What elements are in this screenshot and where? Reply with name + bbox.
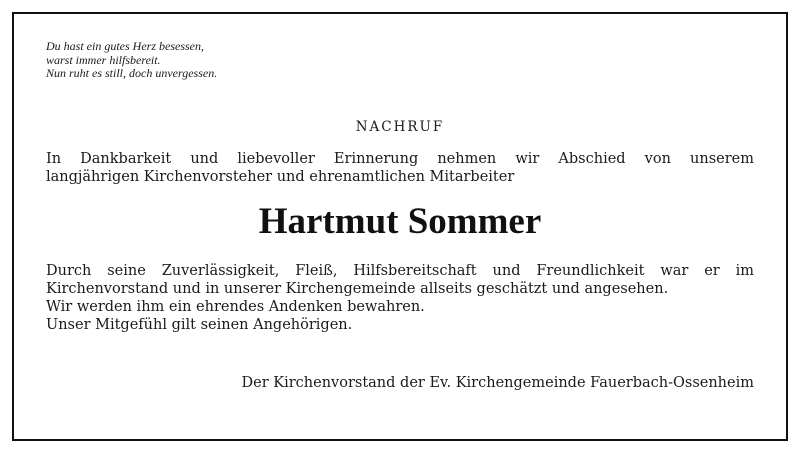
notice-heading: NACHRUF bbox=[355, 119, 445, 135]
tribute-line: Unser Mitgefühl gilt seinen Angehörigen. bbox=[46, 317, 353, 333]
poem-line: Nun ruht es still, doch unvergessen. bbox=[46, 66, 218, 80]
signature-line: Der Kirchenvorstand der Ev. Kirchengemeinde Fauerbach-Ossenheim bbox=[241, 375, 754, 391]
poem-line: warst immer hilfsbereit. bbox=[46, 52, 161, 67]
deceased-name: Hartmut Sommer bbox=[258, 201, 542, 242]
tribute-paragraph bbox=[46, 262, 754, 334]
tribute-line: Durch seine Zuverlässigkeit, Fleiß, Hilfsbereitschaft und Freundlichkeit war er im bbox=[46, 263, 754, 279]
poem-line: Du hast ein gutes Herz besessen, bbox=[46, 39, 204, 53]
intro-line: langjährigen Kirchenvorsteher und ehrenamtlichen Mitarbeiter bbox=[46, 169, 515, 185]
tribute-line: Wir werden ihm ein ehrendes Andenken bewahren. bbox=[46, 299, 425, 315]
memorial-poem bbox=[46, 40, 217, 81]
tribute-line: Kirchenvorstand und in unserer Kirchengemeinde allseits geschätzt und angesehen. bbox=[46, 281, 669, 297]
intro-line: In Dankbarkeit und liebevoller Erinnerung nehmen wir Abschied von unserem bbox=[46, 151, 754, 167]
intro-paragraph bbox=[46, 150, 754, 186]
